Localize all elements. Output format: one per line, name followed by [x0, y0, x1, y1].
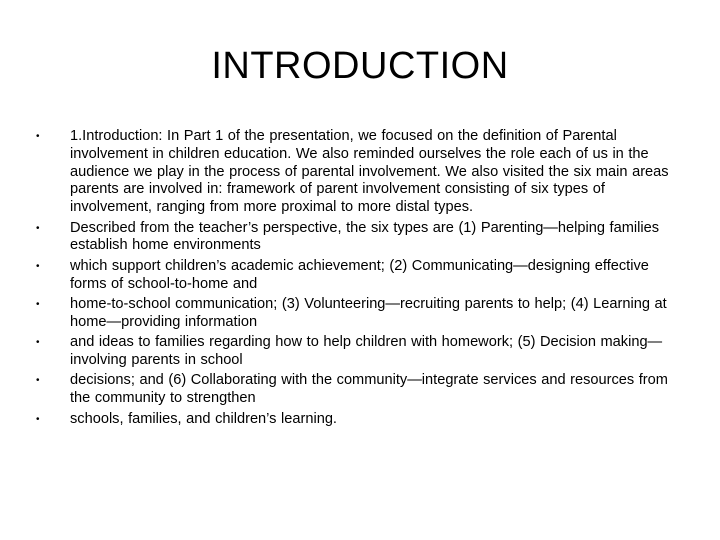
bullet-item-5	[36, 334, 686, 370]
bullet-item-2	[36, 220, 686, 256]
bullet-list	[36, 128, 686, 431]
bullet-item-7	[36, 411, 686, 429]
bullet-item-4	[36, 296, 686, 332]
bullet-icon: •	[36, 298, 40, 310]
bullet-text: which support children’s academic achievement; (2) Communicating—designing effective forms of school-to-home and	[70, 257, 649, 292]
bullet-icon: •	[36, 413, 40, 425]
bullet-text: decisions; and (6) Collaborating with the community—integrate services and resources from the community to strengthen	[70, 372, 668, 407]
bullet-item-3	[36, 258, 686, 294]
bullet-icon: •	[36, 337, 40, 349]
bullet-text: Described from the teacher’s perspective, the six types are (1) Parenting—helping families establish home environments	[70, 219, 659, 254]
bullet-text: home-to-school communication; (3) Volunteering—recruiting parents to help; (4) Learning at home—providing information	[70, 295, 667, 330]
bullet-text: and ideas to families regarding how to help children with homework; (5) Decision making—involving parents in school	[70, 334, 663, 368]
bullet-icon: •	[36, 222, 40, 234]
bullet-icon: •	[36, 260, 40, 272]
bullet-text: 1.Introduction: In Part 1 of the presentation, we focused on the definition of Parental involvement in children education. We also reminded ourselves the role each of us in the audience we play in the process of parental involvement. We also visited the six main areas parents are involved in: framework of parent involvement consisting of six types of involvement, ranging from more proximal to more distal types.	[70, 128, 669, 216]
bullet-icon: •	[36, 375, 40, 387]
bullet-item-1	[36, 128, 686, 217]
slide-title: INTRODUCTION	[211, 45, 509, 87]
bullet-icon: •	[36, 131, 40, 142]
bullet-item-6	[36, 372, 686, 408]
bullet-text: schools, families, and children’s learning.	[70, 410, 337, 427]
